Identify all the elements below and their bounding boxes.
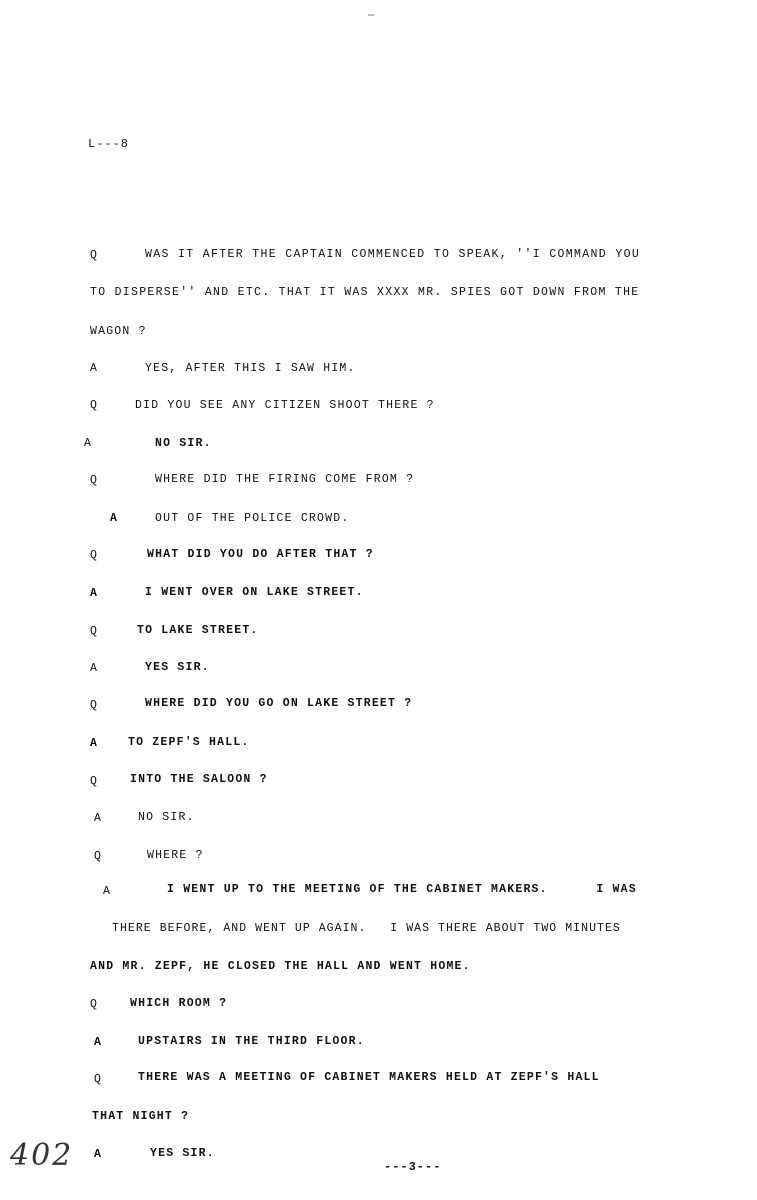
- line-text: TO LAKE STREET.: [137, 624, 259, 637]
- line-label: Q: [94, 1073, 103, 1086]
- line-text: WHICH ROOM ?: [130, 997, 228, 1010]
- line-label: Q: [90, 775, 99, 788]
- line-label: A: [103, 885, 112, 898]
- line-text: THAT NIGHT ?: [92, 1110, 190, 1123]
- line-text: YES, AFTER THIS I SAW HIM.: [145, 362, 356, 375]
- line-text: YES SIR.: [145, 661, 210, 674]
- line-label: A: [94, 1036, 103, 1049]
- line-label: Q: [90, 549, 99, 562]
- line-label: Q: [90, 474, 99, 487]
- line-label: A: [90, 362, 99, 375]
- line-label: A: [84, 437, 93, 450]
- line-text: THERE WAS A MEETING OF CABINET MAKERS HELD AT ZEPF'S HALL: [138, 1071, 600, 1084]
- page-number: ---3---: [384, 1160, 442, 1174]
- line-text: YES SIR.: [150, 1147, 215, 1160]
- scan-speck: [368, 14, 374, 16]
- line-text: WAS IT AFTER THE CAPTAIN COMMENCED TO SPEAK, ''I COMMAND YOU: [145, 248, 641, 261]
- line-label: A: [110, 512, 119, 525]
- line-text: OUT OF THE POLICE CROWD.: [155, 512, 350, 525]
- handwritten-page-number: 402: [10, 1138, 74, 1173]
- line-text: I WENT OVER ON LAKE STREET.: [145, 586, 364, 599]
- line-text: TO ZEPF'S HALL.: [128, 736, 250, 749]
- line-text: WHERE DID THE FIRING COME FROM ?: [155, 473, 415, 486]
- line-text: WHAT DID YOU DO AFTER THAT ?: [147, 548, 374, 561]
- line-label: Q: [90, 399, 99, 412]
- line-text: NO SIR.: [138, 811, 195, 824]
- line-text: WHERE DID YOU GO ON LAKE STREET ?: [145, 697, 413, 710]
- line-label: Q: [94, 850, 103, 863]
- line-text: TO DISPERSE'' AND ETC. THAT IT WAS XXXX MR. SPIES GOT DOWN FROM THE: [90, 286, 640, 299]
- line-label: Q: [90, 249, 99, 262]
- line-text: WAGON ?: [90, 325, 147, 338]
- line-text: AND MR. ZEPF, HE CLOSED THE HALL AND WENT HOME.: [90, 960, 471, 973]
- line-label: A: [94, 812, 103, 825]
- page-reference: L---8: [88, 137, 130, 151]
- line-label: A: [94, 1148, 103, 1161]
- line-text: UPSTAIRS IN THE THIRD FLOOR.: [138, 1035, 365, 1048]
- line-text: I WENT UP TO THE MEETING OF THE CABINET MAKERS. I WAS: [167, 883, 637, 896]
- line-label: A: [90, 737, 99, 750]
- line-label: A: [90, 587, 99, 600]
- line-label: A: [90, 662, 99, 675]
- line-text: THERE BEFORE, AND WENT UP AGAIN. I WAS THERE ABOUT TWO MINUTES: [112, 922, 621, 935]
- line-text: NO SIR.: [155, 437, 212, 450]
- line-text: INTO THE SALOON ?: [130, 773, 268, 786]
- line-text: WHERE ?: [147, 849, 204, 862]
- line-label: Q: [90, 699, 99, 712]
- line-label: Q: [90, 625, 99, 638]
- line-text: DID YOU SEE ANY CITIZEN SHOOT THERE ?: [135, 399, 435, 412]
- line-label: Q: [90, 998, 99, 1011]
